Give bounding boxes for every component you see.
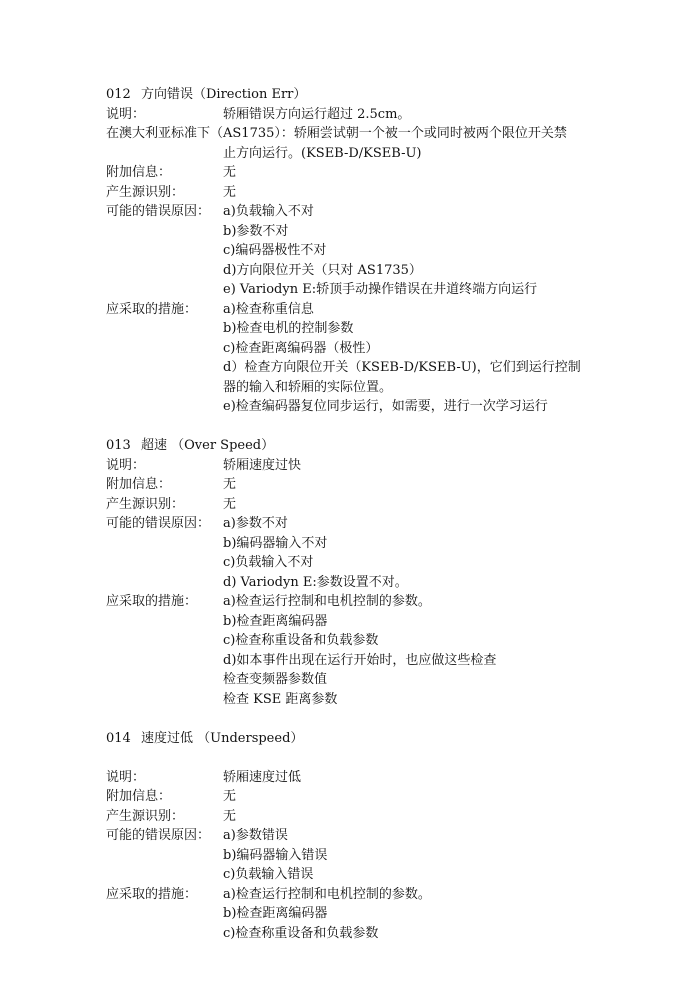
error-title: 超速 （Over Speed） (141, 438, 275, 453)
action-item: 检查 KSE 距离参数 (223, 691, 338, 707)
action-item: 检查变频器参数值 (223, 672, 328, 687)
error-section-014 (106, 729, 636, 944)
error-code: 014 (106, 730, 131, 746)
error-section-013 (106, 436, 636, 709)
error-title: 方向错误（Direction Err） (141, 87, 307, 102)
action-item: d）检查方向限位开关（KSEB-D/KSEB-U)，它们到运行控制 (223, 360, 581, 375)
action-item: d)如本事件出现在运行开始时，也应做这些检查 (223, 652, 497, 668)
spacer (106, 748, 636, 768)
description-text: 轿厢速度过快 (223, 457, 302, 473)
source-value: 无 (223, 808, 237, 824)
description-label: 说明： (106, 769, 146, 785)
action-item: b)检查距离编码器 (223, 613, 328, 629)
source-label: 产生源识别： (106, 496, 185, 512)
australia-label: 在澳大利亚标准下（AS1735）： (106, 126, 294, 141)
description-row (106, 768, 636, 788)
extra-info-row (106, 163, 636, 183)
source-value: 无 (223, 184, 237, 200)
source-label: 产生源识别： (106, 184, 185, 200)
error-code: 012 (106, 87, 131, 102)
action-item: b)检查距离编码器 (223, 906, 328, 921)
cause-item: b)编码器输入错误 (223, 847, 328, 863)
extra-info-value: 无 (223, 477, 237, 492)
causes-row (106, 202, 636, 222)
actions-row (106, 885, 636, 905)
description-row (106, 105, 636, 125)
causes-row (106, 514, 636, 534)
cause-item: a)参数错误 (223, 828, 288, 843)
actions-row (106, 300, 636, 320)
section-heading (106, 436, 636, 456)
extra-info-label: 附加信息： (106, 165, 172, 180)
section-heading (106, 729, 636, 749)
description-row (106, 456, 636, 476)
description-text: 轿厢速度过低 (223, 769, 302, 785)
extra-info-label: 附加信息： (106, 789, 172, 804)
source-row (106, 807, 636, 827)
actions-row (106, 592, 636, 612)
source-row (106, 495, 636, 515)
action-item: a)检查运行控制和电机控制的参数。 (223, 594, 431, 609)
extra-info-row (106, 787, 636, 807)
australia-text-line-2: 止方向运行。(KSEB-D/KSEB-U) (223, 145, 422, 161)
actions-label: 应采取的措施： (106, 301, 198, 317)
causes-label: 可能的错误原因： (106, 828, 211, 843)
cause-item: c)编码器极性不对 (223, 243, 327, 258)
cause-item: b)编码器输入不对 (223, 535, 328, 551)
action-item: b)检查电机的控制参数 (223, 321, 354, 336)
action-item: a)检查称重信息 (223, 301, 314, 317)
cause-item: d) Variodyn E:参数设置不对。 (223, 574, 408, 590)
action-item: 器的输入和轿厢的实际位置。 (223, 379, 393, 395)
extra-info-value: 无 (223, 165, 237, 180)
causes-label: 可能的错误原因： (106, 204, 211, 219)
actions-label: 应采取的措施： (106, 886, 198, 902)
causes-label: 可能的错误原因： (106, 516, 211, 531)
cause-item: c)负载输入错误 (223, 867, 314, 882)
description-text: 轿厢错误方向运行超过 2.5cm。 (223, 106, 411, 122)
australia-row (106, 124, 636, 144)
causes-row (106, 826, 636, 846)
cause-item: c)负载输入不对 (223, 555, 314, 570)
error-code: 013 (106, 438, 131, 453)
source-value: 无 (223, 496, 237, 512)
cause-item: d)方向限位开关（只对 AS1735） (223, 262, 422, 278)
cause-item: a)负载输入不对 (223, 204, 314, 219)
source-label: 产生源识别： (106, 808, 185, 824)
cause-item: b)参数不对 (223, 223, 289, 239)
action-item: c)检查称重设备和负载参数 (223, 633, 379, 648)
action-item: a)检查运行控制和电机控制的参数。 (223, 886, 431, 902)
extra-info-value: 无 (223, 789, 237, 804)
error-title: 速度过低 （Underspeed） (141, 730, 304, 746)
australia-text-line-1: 轿厢尝试朝一个被一个或同时被两个限位开关禁 (293, 126, 567, 141)
document-body (106, 85, 636, 963)
cause-item: a)参数不对 (223, 516, 288, 531)
section-heading (106, 85, 636, 105)
source-row (106, 183, 636, 203)
description-label: 说明： (106, 457, 146, 473)
action-item: c)检查距离编码器（极性） (223, 340, 379, 356)
action-item: c)检查称重设备和负载参数 (223, 925, 379, 941)
actions-label: 应采取的措施： (106, 594, 198, 609)
error-section-012 (106, 85, 636, 417)
extra-info-row (106, 475, 636, 495)
action-item: e)检查编码器复位同步运行，如需要，进行一次学习运行 (223, 399, 548, 414)
extra-info-label: 附加信息： (106, 477, 172, 492)
cause-item: e) Variodyn E:轿顶手动操作错误在井道终端方向运行 (223, 282, 538, 297)
description-label: 说明： (106, 106, 146, 122)
